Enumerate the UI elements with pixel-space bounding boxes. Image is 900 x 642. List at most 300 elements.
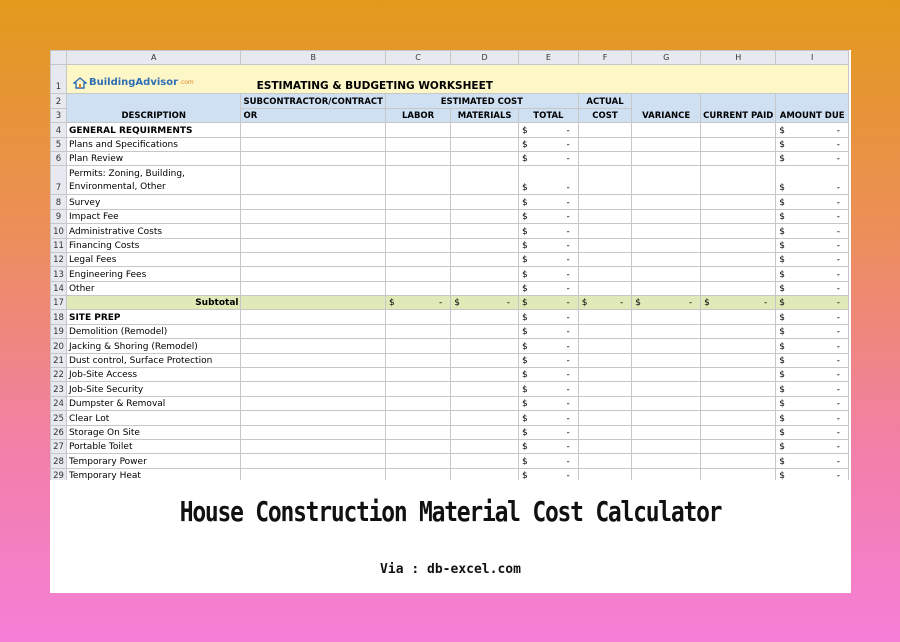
subcontractor-cell[interactable] xyxy=(241,123,385,137)
subcontractor-cell[interactable] xyxy=(241,396,385,410)
amount-due-cell[interactable] xyxy=(776,411,849,425)
subcontractor-cell[interactable] xyxy=(241,151,385,165)
currency-symbol: $ xyxy=(779,384,786,395)
column-header-c[interactable]: C xyxy=(385,51,450,65)
subcontractor-cell[interactable] xyxy=(241,339,385,353)
amount-due-cell[interactable] xyxy=(776,195,849,209)
materials-cell[interactable] xyxy=(451,382,519,396)
total-cell[interactable] xyxy=(519,238,579,252)
variance-cell[interactable] xyxy=(632,195,701,209)
row-number[interactable]: 17 xyxy=(51,296,67,310)
row-number[interactable]: 20 xyxy=(51,339,67,353)
amount-due-cell[interactable] xyxy=(776,468,849,480)
amount-due-cell[interactable] xyxy=(776,353,849,367)
labor-cell[interactable] xyxy=(385,310,450,324)
total-cell[interactable] xyxy=(519,396,579,410)
table-row[interactable] xyxy=(51,310,849,324)
amount-due-cell[interactable] xyxy=(776,310,849,324)
variance-cell[interactable] xyxy=(632,324,701,338)
row-number[interactable]: 8 xyxy=(51,195,67,209)
variance-cell[interactable] xyxy=(632,425,701,439)
amount-due-subtotal-cell[interactable] xyxy=(776,296,849,310)
subcontractor-cell[interactable] xyxy=(241,454,385,468)
table-row[interactable] xyxy=(51,468,849,480)
actual-cost-cell[interactable] xyxy=(578,353,632,367)
amount-due-cell[interactable] xyxy=(776,224,849,238)
labor-cell[interactable] xyxy=(385,166,450,195)
materials-cell[interactable] xyxy=(451,252,519,266)
actual-subtotal-cell[interactable] xyxy=(578,296,632,310)
actual-cost-cell[interactable] xyxy=(578,151,632,165)
table-row[interactable] xyxy=(51,252,849,266)
source-credit: Via : db-excel.com xyxy=(380,562,521,577)
description-cell[interactable]: Subtotal xyxy=(66,296,241,310)
column-header-a[interactable]: A xyxy=(66,51,241,65)
amount-due-cell[interactable] xyxy=(776,151,849,165)
currency-symbol: $ xyxy=(779,442,786,453)
actual-cost-header-cont[interactable]: COST xyxy=(578,108,632,122)
description-cell[interactable]: SITE PREP xyxy=(66,310,241,324)
total-cell[interactable] xyxy=(519,209,579,223)
materials-cell[interactable] xyxy=(451,123,519,137)
variance-subtotal-cell[interactable] xyxy=(632,296,701,310)
amount-due-cell[interactable] xyxy=(776,425,849,439)
actual-cost-cell[interactable] xyxy=(578,368,632,382)
subcontractor-header[interactable]: SUBCONTRACTOR/CONTRACT xyxy=(241,94,385,108)
total-cell[interactable] xyxy=(519,339,579,353)
table-row[interactable] xyxy=(51,411,849,425)
row-number[interactable]: 14 xyxy=(51,281,67,295)
currency-symbol: $ xyxy=(522,226,528,237)
current-paid-cell[interactable] xyxy=(701,137,776,151)
subcontractor-cell[interactable] xyxy=(241,411,385,425)
row-number[interactable]: 25 xyxy=(51,411,67,425)
labor-cell[interactable] xyxy=(385,151,450,165)
subcontractor-header-cont[interactable]: OR xyxy=(241,108,385,122)
total-cell[interactable] xyxy=(519,137,579,151)
column-header-h[interactable]: H xyxy=(701,51,776,65)
actual-cost-cell[interactable] xyxy=(578,324,632,338)
variance-cell[interactable] xyxy=(632,224,701,238)
column-header-d[interactable]: D xyxy=(451,51,519,65)
row-number[interactable]: 27 xyxy=(51,439,67,453)
amount-due-cell[interactable] xyxy=(776,382,849,396)
subcontractor-cell[interactable] xyxy=(241,209,385,223)
table-row[interactable] xyxy=(51,209,849,223)
table-row[interactable] xyxy=(51,123,849,137)
materials-cell[interactable] xyxy=(451,439,519,453)
labor-cell[interactable] xyxy=(385,209,450,223)
total-cell[interactable] xyxy=(519,353,579,367)
subcontractor-cell[interactable] xyxy=(241,224,385,238)
table-row[interactable] xyxy=(51,454,849,468)
materials-cell[interactable] xyxy=(451,224,519,238)
row-number[interactable]: 5 xyxy=(51,137,67,151)
materials-header[interactable]: MATERIALS xyxy=(451,108,519,122)
total-cell[interactable] xyxy=(519,368,579,382)
table-row[interactable] xyxy=(51,224,849,238)
description-cell[interactable]: Plan Review xyxy=(66,151,241,165)
actual-cost-cell[interactable] xyxy=(578,468,632,480)
subcontractor-cell[interactable] xyxy=(241,195,385,209)
actual-cost-cell[interactable] xyxy=(578,195,632,209)
materials-cell[interactable] xyxy=(451,368,519,382)
total-cell[interactable] xyxy=(519,425,579,439)
column-header-b[interactable]: B xyxy=(241,51,385,65)
table-row[interactable] xyxy=(51,324,849,338)
labor-cell[interactable] xyxy=(385,411,450,425)
row-number[interactable]: 6 xyxy=(51,151,67,165)
current-paid-cell[interactable] xyxy=(701,425,776,439)
labor-cell[interactable] xyxy=(385,439,450,453)
row-number[interactable]: 10 xyxy=(51,224,67,238)
subcontractor-cell[interactable] xyxy=(241,166,385,195)
subcontractor-cell[interactable] xyxy=(241,368,385,382)
description-cell[interactable]: Demolition (Remodel) xyxy=(66,324,241,338)
subcontractor-cell[interactable] xyxy=(241,137,385,151)
amount-due-header[interactable]: AMOUNT DUE xyxy=(776,94,849,123)
variance-cell[interactable] xyxy=(632,368,701,382)
amount-due-cell[interactable] xyxy=(776,123,849,137)
description-cell[interactable]: Portable Toilet xyxy=(66,439,241,453)
variance-cell[interactable] xyxy=(632,166,701,195)
actual-cost-cell[interactable] xyxy=(578,425,632,439)
row-number[interactable]: 1 xyxy=(51,65,67,94)
labor-cell[interactable] xyxy=(385,123,450,137)
total-subtotal-cell[interactable] xyxy=(519,296,579,310)
labor-header[interactable]: LABOR xyxy=(385,108,450,122)
table-row[interactable] xyxy=(51,396,849,410)
labor-cell[interactable] xyxy=(385,238,450,252)
subcontractor-cell[interactable] xyxy=(241,439,385,453)
estimated-cost-header[interactable]: ESTIMATED COST xyxy=(385,94,578,108)
materials-cell[interactable] xyxy=(451,396,519,410)
table-row[interactable] xyxy=(51,296,849,310)
current-paid-cell[interactable] xyxy=(701,382,776,396)
materials-cell[interactable] xyxy=(451,151,519,165)
total-cell[interactable] xyxy=(519,468,579,480)
amount-due-cell[interactable] xyxy=(776,281,849,295)
actual-cost-cell[interactable] xyxy=(578,238,632,252)
labor-cell[interactable] xyxy=(385,382,450,396)
table-row[interactable] xyxy=(51,425,849,439)
variance-cell[interactable] xyxy=(632,411,701,425)
total-cell[interactable] xyxy=(519,439,579,453)
description-cell[interactable]: Temporary Heat xyxy=(66,468,241,480)
row-number[interactable]: 11 xyxy=(51,238,67,252)
total-cell[interactable] xyxy=(519,252,579,266)
labor-cell[interactable] xyxy=(385,224,450,238)
row-number[interactable]: 26 xyxy=(51,425,67,439)
subcontractor-cell[interactable] xyxy=(241,296,385,310)
amount-due-cell[interactable] xyxy=(776,396,849,410)
row-number[interactable]: 12 xyxy=(51,252,67,266)
row-number[interactable]: 29 xyxy=(51,468,67,480)
table-row[interactable] xyxy=(51,238,849,252)
row-number[interactable]: 9 xyxy=(51,209,67,223)
description-cell[interactable]: Job-Site Security xyxy=(66,382,241,396)
variance-cell[interactable] xyxy=(632,123,701,137)
row-number[interactable]: 19 xyxy=(51,324,67,338)
description-cell[interactable]: Temporary Power xyxy=(66,454,241,468)
current-paid-cell[interactable] xyxy=(701,166,776,195)
subcontractor-cell[interactable] xyxy=(241,353,385,367)
materials-cell[interactable] xyxy=(451,267,519,281)
current-paid-cell[interactable] xyxy=(701,368,776,382)
row-number[interactable]: 3 xyxy=(51,108,67,122)
labor-cell[interactable] xyxy=(385,454,450,468)
actual-cost-cell[interactable] xyxy=(578,123,632,137)
variance-cell[interactable] xyxy=(632,310,701,324)
actual-cost-cell[interactable] xyxy=(578,252,632,266)
current-paid-cell[interactable] xyxy=(701,339,776,353)
current-paid-cell[interactable] xyxy=(701,411,776,425)
current-paid-cell[interactable] xyxy=(701,310,776,324)
table-row[interactable] xyxy=(51,195,849,209)
table-row[interactable] xyxy=(51,339,849,353)
column-header-g[interactable]: G xyxy=(632,51,701,65)
amount-due-cell[interactable] xyxy=(776,368,849,382)
labor-cell[interactable] xyxy=(385,324,450,338)
amount-due-cell[interactable] xyxy=(776,339,849,353)
description-cell[interactable]: Storage On Site xyxy=(66,425,241,439)
description-cell[interactable]: Survey xyxy=(66,195,241,209)
variance-cell[interactable] xyxy=(632,151,701,165)
labor-cell[interactable] xyxy=(385,425,450,439)
total-cell[interactable] xyxy=(519,324,579,338)
description-cell[interactable]: Legal Fees xyxy=(66,252,241,266)
actual-cost-cell[interactable] xyxy=(578,339,632,353)
current-paid-cell[interactable] xyxy=(701,209,776,223)
amount-due-cell[interactable] xyxy=(776,238,849,252)
description-cell[interactable]: Administrative Costs xyxy=(66,224,241,238)
row-number[interactable]: 13 xyxy=(51,267,67,281)
labor-cell[interactable] xyxy=(385,396,450,410)
subcontractor-cell[interactable] xyxy=(241,267,385,281)
total-cell[interactable] xyxy=(519,224,579,238)
current-paid-cell[interactable] xyxy=(701,396,776,410)
table-row[interactable] xyxy=(51,267,849,281)
total-cell[interactable] xyxy=(519,382,579,396)
description-cell[interactable] xyxy=(66,166,241,195)
building-advisor-logo xyxy=(73,77,194,89)
variance-cell[interactable] xyxy=(632,238,701,252)
table-row[interactable] xyxy=(51,382,849,396)
currency-value: - xyxy=(836,139,840,150)
subcontractor-cell[interactable] xyxy=(241,425,385,439)
materials-cell[interactable] xyxy=(451,166,519,195)
total-cell[interactable] xyxy=(519,310,579,324)
actual-cost-cell[interactable] xyxy=(578,267,632,281)
labor-cell[interactable] xyxy=(385,339,450,353)
total-cell[interactable] xyxy=(519,411,579,425)
current-paid-cell[interactable] xyxy=(701,439,776,453)
row-number[interactable]: 22 xyxy=(51,368,67,382)
description-cell[interactable]: Impact Fee xyxy=(66,209,241,223)
total-cell[interactable] xyxy=(519,195,579,209)
labor-subtotal-cell[interactable] xyxy=(385,296,450,310)
total-cell[interactable] xyxy=(519,151,579,165)
row-number[interactable]: 4 xyxy=(51,123,67,137)
description-cell[interactable]: GENERAL REQUIRMENTS xyxy=(66,123,241,137)
labor-cell[interactable] xyxy=(385,353,450,367)
description-cell[interactable]: Jacking & Shoring (Remodel) xyxy=(66,339,241,353)
current-paid-cell[interactable] xyxy=(701,353,776,367)
actual-cost-cell[interactable] xyxy=(578,209,632,223)
description-cell[interactable]: Dust control, Surface Protection xyxy=(66,353,241,367)
actual-cost-cell[interactable] xyxy=(578,137,632,151)
amount-due-cell[interactable] xyxy=(776,439,849,453)
actual-cost-cell[interactable] xyxy=(578,281,632,295)
table-row[interactable] xyxy=(51,368,849,382)
materials-cell[interactable] xyxy=(451,468,519,480)
actual-cost-cell[interactable] xyxy=(578,310,632,324)
column-header-i[interactable]: I xyxy=(776,51,849,65)
amount-due-cell[interactable] xyxy=(776,166,849,195)
subcontractor-cell[interactable] xyxy=(241,382,385,396)
materials-subtotal-cell[interactable] xyxy=(451,296,519,310)
description-cell[interactable]: Plans and Specifications xyxy=(66,137,241,151)
currency-value: - xyxy=(438,298,443,309)
variance-cell[interactable] xyxy=(632,281,701,295)
amount-due-cell[interactable] xyxy=(776,252,849,266)
current-paid-cell[interactable] xyxy=(701,224,776,238)
variance-cell[interactable] xyxy=(632,468,701,480)
labor-cell[interactable] xyxy=(385,195,450,209)
variance-cell[interactable] xyxy=(632,339,701,353)
current-paid-cell[interactable] xyxy=(701,252,776,266)
actual-cost-cell[interactable] xyxy=(578,166,632,195)
subcontractor-cell[interactable] xyxy=(241,324,385,338)
amount-due-cell[interactable] xyxy=(776,137,849,151)
description-cell[interactable]: Job-Site Access xyxy=(66,368,241,382)
current-paid-subtotal-cell[interactable] xyxy=(701,296,776,310)
total-cell[interactable] xyxy=(519,123,579,137)
description-cell[interactable]: Dumpster & Removal xyxy=(66,396,241,410)
labor-cell[interactable] xyxy=(385,468,450,480)
amount-due-cell[interactable] xyxy=(776,454,849,468)
current-paid-cell[interactable] xyxy=(701,123,776,137)
row-number[interactable]: 24 xyxy=(51,396,67,410)
materials-cell[interactable] xyxy=(451,425,519,439)
subcontractor-cell[interactable] xyxy=(241,281,385,295)
materials-cell[interactable] xyxy=(451,209,519,223)
total-cell[interactable] xyxy=(519,281,579,295)
variance-cell[interactable] xyxy=(632,396,701,410)
subcontractor-cell[interactable] xyxy=(241,468,385,480)
subcontractor-cell[interactable] xyxy=(241,238,385,252)
current-paid-cell[interactable] xyxy=(701,324,776,338)
column-header-f[interactable]: F xyxy=(578,51,632,65)
select-all-corner[interactable] xyxy=(51,51,67,65)
description-cell[interactable]: Clear Lot xyxy=(66,411,241,425)
current-paid-header[interactable]: CURRENT PAID xyxy=(701,94,776,123)
row-number[interactable]: 2 xyxy=(51,94,67,108)
worksheet-title-row[interactable] xyxy=(66,65,848,94)
labor-cell[interactable] xyxy=(385,368,450,382)
table-row[interactable] xyxy=(51,137,849,151)
current-paid-cell[interactable] xyxy=(701,238,776,252)
variance-cell[interactable] xyxy=(632,439,701,453)
variance-cell[interactable] xyxy=(632,267,701,281)
row-number[interactable]: 23 xyxy=(51,382,67,396)
actual-cost-cell[interactable] xyxy=(578,454,632,468)
variance-cell[interactable] xyxy=(632,382,701,396)
total-header[interactable]: TOTAL xyxy=(519,108,579,122)
actual-cost-cell[interactable] xyxy=(578,396,632,410)
table-row[interactable] xyxy=(51,166,849,195)
current-paid-cell[interactable] xyxy=(701,454,776,468)
materials-cell[interactable] xyxy=(451,411,519,425)
materials-cell[interactable] xyxy=(451,238,519,252)
variance-cell[interactable] xyxy=(632,353,701,367)
current-paid-cell[interactable] xyxy=(701,195,776,209)
row-number[interactable]: 18 xyxy=(51,310,67,324)
labor-cell[interactable] xyxy=(385,267,450,281)
row-number[interactable]: 7 xyxy=(51,166,67,195)
table-row[interactable] xyxy=(51,439,849,453)
materials-cell[interactable] xyxy=(451,137,519,151)
column-header-e[interactable]: E xyxy=(519,51,579,65)
amount-due-cell[interactable] xyxy=(776,209,849,223)
currency-value: - xyxy=(836,298,840,309)
variance-cell[interactable] xyxy=(632,454,701,468)
materials-cell[interactable] xyxy=(451,195,519,209)
materials-cell[interactable] xyxy=(451,339,519,353)
amount-due-cell[interactable] xyxy=(776,324,849,338)
current-paid-cell[interactable] xyxy=(701,468,776,480)
variance-cell[interactable] xyxy=(632,137,701,151)
subcontractor-cell[interactable] xyxy=(241,310,385,324)
table-row[interactable] xyxy=(51,353,849,367)
actual-cost-header[interactable]: ACTUAL xyxy=(578,94,632,108)
actual-cost-cell[interactable] xyxy=(578,382,632,396)
total-cell[interactable] xyxy=(519,166,579,195)
subcontractor-cell[interactable] xyxy=(241,252,385,266)
variance-cell[interactable] xyxy=(632,252,701,266)
variance-header[interactable]: VARIANCE xyxy=(632,94,701,123)
total-cell[interactable] xyxy=(519,267,579,281)
variance-cell[interactable] xyxy=(632,209,701,223)
table-row[interactable] xyxy=(51,151,849,165)
row-number[interactable]: 21 xyxy=(51,353,67,367)
materials-cell[interactable] xyxy=(451,454,519,468)
labor-cell[interactable] xyxy=(385,137,450,151)
currency-value: - xyxy=(836,255,840,266)
total-cell[interactable] xyxy=(519,454,579,468)
description-cell[interactable]: Financing Costs xyxy=(66,238,241,252)
actual-cost-cell[interactable] xyxy=(578,439,632,453)
description-cell[interactable]: Engineering Fees xyxy=(66,267,241,281)
table-row[interactable] xyxy=(51,281,849,295)
amount-due-cell[interactable] xyxy=(776,267,849,281)
materials-cell[interactable] xyxy=(451,310,519,324)
description-header[interactable]: DESCRIPTION xyxy=(66,94,241,123)
labor-cell[interactable] xyxy=(385,252,450,266)
current-paid-cell[interactable] xyxy=(701,281,776,295)
materials-cell[interactable] xyxy=(451,324,519,338)
currency-value: - xyxy=(566,341,570,352)
labor-cell[interactable] xyxy=(385,281,450,295)
materials-cell[interactable] xyxy=(451,281,519,295)
description-cell[interactable]: Other xyxy=(66,281,241,295)
current-paid-cell[interactable] xyxy=(701,267,776,281)
row-number[interactable]: 28 xyxy=(51,454,67,468)
actual-cost-cell[interactable] xyxy=(578,224,632,238)
actual-cost-cell[interactable] xyxy=(578,411,632,425)
materials-cell[interactable] xyxy=(451,353,519,367)
current-paid-cell[interactable] xyxy=(701,151,776,165)
